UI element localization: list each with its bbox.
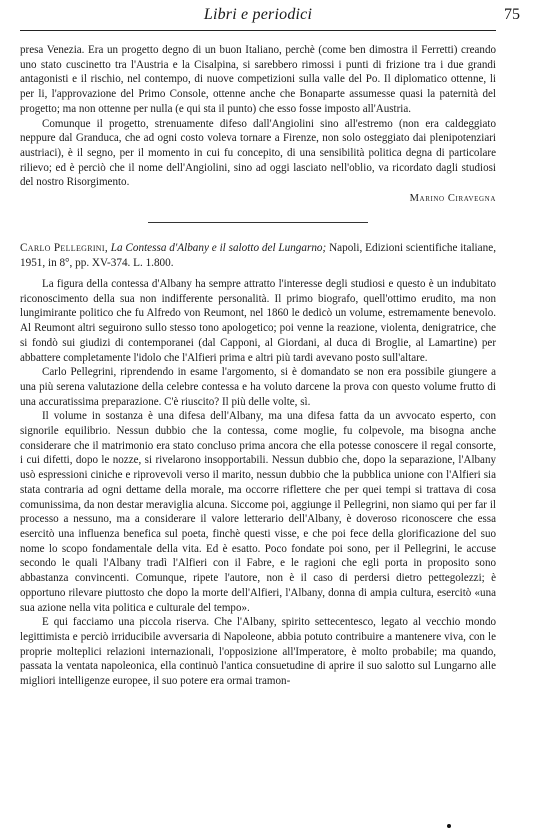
page-number: 75 xyxy=(504,6,520,23)
header-rule xyxy=(20,30,496,31)
running-title: Libri e periodici xyxy=(203,6,313,23)
second-review xyxy=(20,277,496,689)
paragraph: E qui facciamo una piccola riserva. Che l'Albany, spirito settecentesco, legato al vecchio mondo legittimista e perciò irriducibile avversaria di Napoleone, abbia potuto contribuire a mantenere viva, con le proprie molteplici relazioni internazionali, l'opposizione all'Imperatore, è molto probabile; ma quando, passata la ventata napoleonica, ella continuò l'antica consuetudine di aprire il suo salotto sul Lungarno alle migliori intelligenze europee, il suo potere era ormai tramon- xyxy=(20,616,496,688)
review-heading xyxy=(20,241,496,271)
first-review xyxy=(20,43,496,206)
paragraph: Carlo Pellegrini, riprendendo in esame l'argomento, si è domandato se non era possibile giungere a una più serena valutazione della celebre contessa e ha voluto darcene la prova con questo volume frutto di una accuratissima preparazione. C'è riuscito? Il più delle volte, sì. xyxy=(20,366,496,408)
paragraph: La figura della contessa d'Albany ha sempre attratto l'interesse degli studiosi e questo è un indubitato riconoscimento della sua non indifferente personalità. Il primo biografo, quell'ottimo erudito, ma non lungimirante politico che fu Alfredo von Reumont, nel 1860 le dedicò un volume, estremamente benevolo. Al Reumont altri seguirono sullo stesso tono apologetico; poi venne la reazione, violenta, denigratrice, che si fondò sui giudizi di contemporanei (dal Capponi, al Giordani, al duca di Broglie, al Lamartine) per abbattere completamente l'idolo che l'Alfieri prima e altri più tardi avevano posto sull'altare. xyxy=(20,278,496,364)
running-header xyxy=(20,2,520,28)
paragraph: Il volume in sostanza è una difesa dell'Albany, ma una difesa fatta da un avvocato esperto, con signorile equilibrio. Nessun dubbio che la contessa, come moglie, fu colpevole, ma bisogna anche considerare che il matrimonio era stato concluso prima ancora che ella potesse conoscere il regal consorte, i cui difetti, dopo le nozze, si rivelarono insopportabili. Nessun dubbio che, dopo la separazione, l'Albany usò espressioni ciniche e riprovevoli verso il marito, nessun dubbio che la pubblica unione con l'Alfieri sia stata contraria ad ogni dettame della morale, ma occorre riflettere che per quei tempi si trattava di cosa comunissima, da non destar meraviglia alcuna. Siccome poi, aggiunge il Pellegrini, non siamo qui per far il processo a nessuno, ma a considerare il valore letterario dell'Albany, è doveroso riconoscere che essa esercitò una influenza benefica sul poeta, finchè questi visse, e che poi fece della glorificazione del suo nome lo scopo fondamentale della vita. Ed è esatto. Poco fondate poi sono, per il Pellegrini, le accuse secondo le quali l'Albany tradì l'Alfieri con il Fabre, e le ragioni che egli porta in proposito sono abbastanza convincenti. Comunque, ripete l'autore, non è il caso di perdersi dietro pettegolezzi; è opportuno rilevare piuttosto che dopo la morte dell'Alfieri, l'Albany, donna di ampia cultura, esercitò «una sua azione nella vita politica e culturale del tempo». xyxy=(20,410,496,614)
paragraph: Comunque il progetto, strenuamente difeso dall'Angiolini sino all'estremo (non era caldeggiato neppure dal Granduca, che ad ogni costo voleva tornare a Firenze, non solo osteggiato dai plenipotenziari austriaci), è il segno, per il momento in cui fu concepito, di una sensibilità politica degna di particolare rilievo; ed è perciò che il nome dell'Angiolini, sino ad oggi lasciato nell'oblio, va ricordato dagli studiosi del nostro Risorgimento. xyxy=(20,117,496,189)
paragraph: presa Venezia. Era un progetto degno di un buon Italiano, perchè (come ben dimostra il Ferretti) creando uno stato cuscinetto tra l'Austria e la Cisalpina, si sarebbero rimossi i punti di frizione tra i due grandi antagonisti e il rischio, nel contempo, di nuove competizioni sulla valle del Po. Il diplomatico ottenne, li per li, l'approvazione del Primo Console, ottenne anche che Bonaparte assumesse quasi la paternità del progetto; ma non ottenne per nulla (e qui sta il punto) che esso fosse imposto all'Austria. xyxy=(20,44,496,115)
ink-dot xyxy=(447,824,451,828)
section-divider xyxy=(148,222,368,223)
book-author: Carlo Pellegrini, xyxy=(20,242,108,255)
book-title: La Contessa d'Albany e il salotto del Lungarno; xyxy=(110,242,327,255)
reviewer-signature: Marino Ciravegna xyxy=(409,193,496,205)
publication-details: Napoli, Edizioni scientifiche italiane, 1951, in 8°, pp. XV-374. L. 1.800. xyxy=(20,242,496,270)
book-page xyxy=(20,2,520,828)
